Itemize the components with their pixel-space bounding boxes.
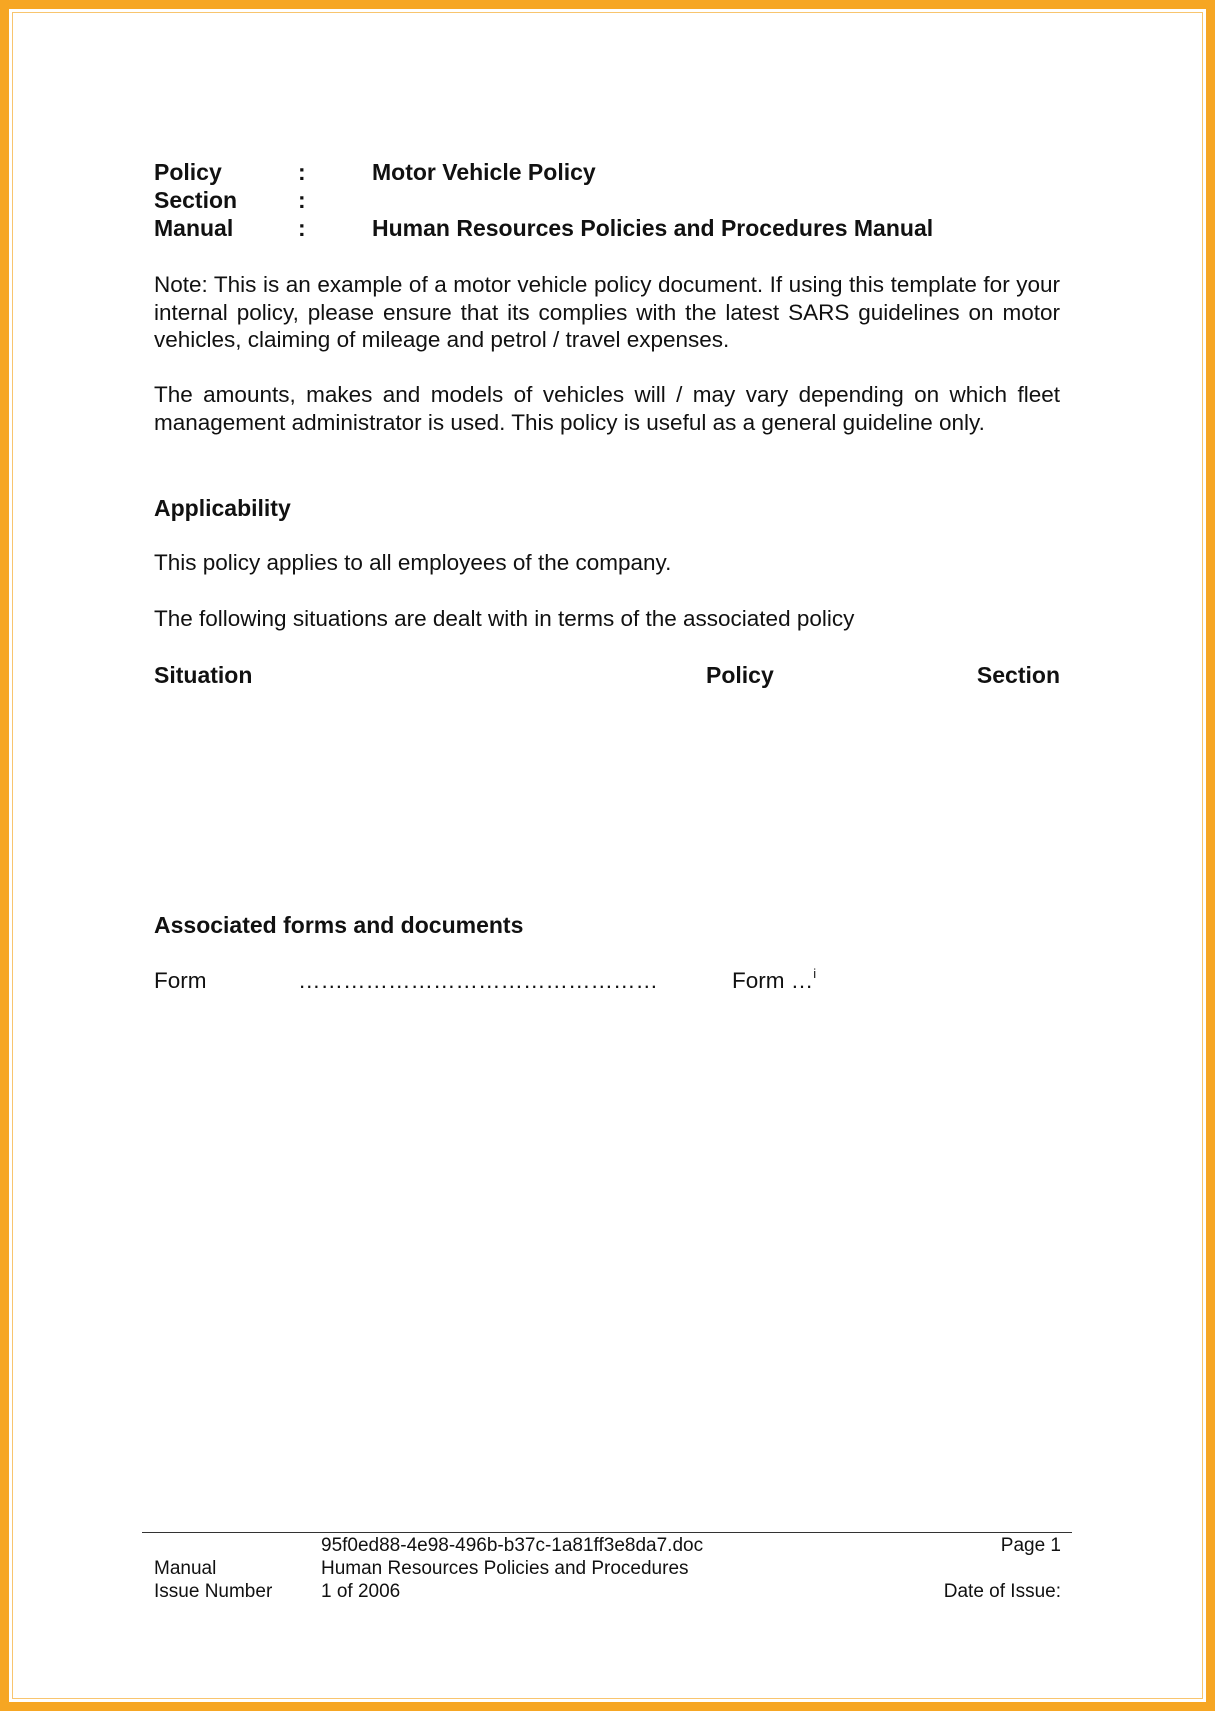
column-policy: Policy: [706, 662, 774, 688]
forms-heading: Associated forms and documents: [154, 912, 524, 938]
footer-date-label: Date of Issue:: [943, 1581, 1061, 1602]
following-text: The following situations are dealt with in terms of the associated policy: [154, 606, 855, 631]
footer-issue-label: Issue Number: [154, 1581, 273, 1602]
note-paragraph: Note: This is an example of a motor vehicle policy document. If using this template for your internal policy, please ensure that its complies with the latest SARS guidelines on motor vehicles, claiming of mileage and petrol / travel expenses.: [154, 272, 1060, 352]
header-value: Motor Vehicle Policy: [372, 159, 596, 185]
footer-page-number: Page 1: [1000, 1535, 1061, 1556]
header-key: Section: [154, 187, 238, 213]
header-key: Manual: [154, 215, 234, 241]
header-key: Policy: [154, 159, 222, 185]
footer-issue-value: 1 of 2006: [321, 1581, 401, 1602]
footer-filename: 95f0ed88-4e98-496b-b37c-1a81ff3e8da7.doc: [321, 1535, 704, 1556]
column-section: Section: [976, 662, 1060, 688]
footnote-marker: i: [813, 966, 817, 981]
applies-text: This policy applies to all employees of the company.: [154, 550, 672, 575]
header-value: Human Resources Policies and Procedures Manual: [372, 215, 934, 241]
footer-manual-label: Manual: [154, 1558, 217, 1579]
column-situation: Situation: [154, 662, 253, 688]
amounts-paragraph: The amounts, makes and models of vehicles will / may vary depending on which fleet management administrator is used. This policy is useful as a general guideline only.: [154, 382, 1060, 435]
form-reference: [732, 967, 816, 995]
form-label: Form: [154, 968, 207, 993]
form-dots: …………………………………………: [298, 968, 658, 993]
applicability-heading: Applicability: [154, 495, 291, 521]
header-colon: :: [298, 187, 306, 213]
footer-divider: [142, 1532, 1072, 1533]
form-ref-text: Form …: [732, 968, 814, 993]
header-colon: :: [298, 159, 306, 185]
header-colon: :: [298, 215, 306, 241]
footer-manual-value: Human Resources Policies and Procedures: [321, 1558, 689, 1579]
